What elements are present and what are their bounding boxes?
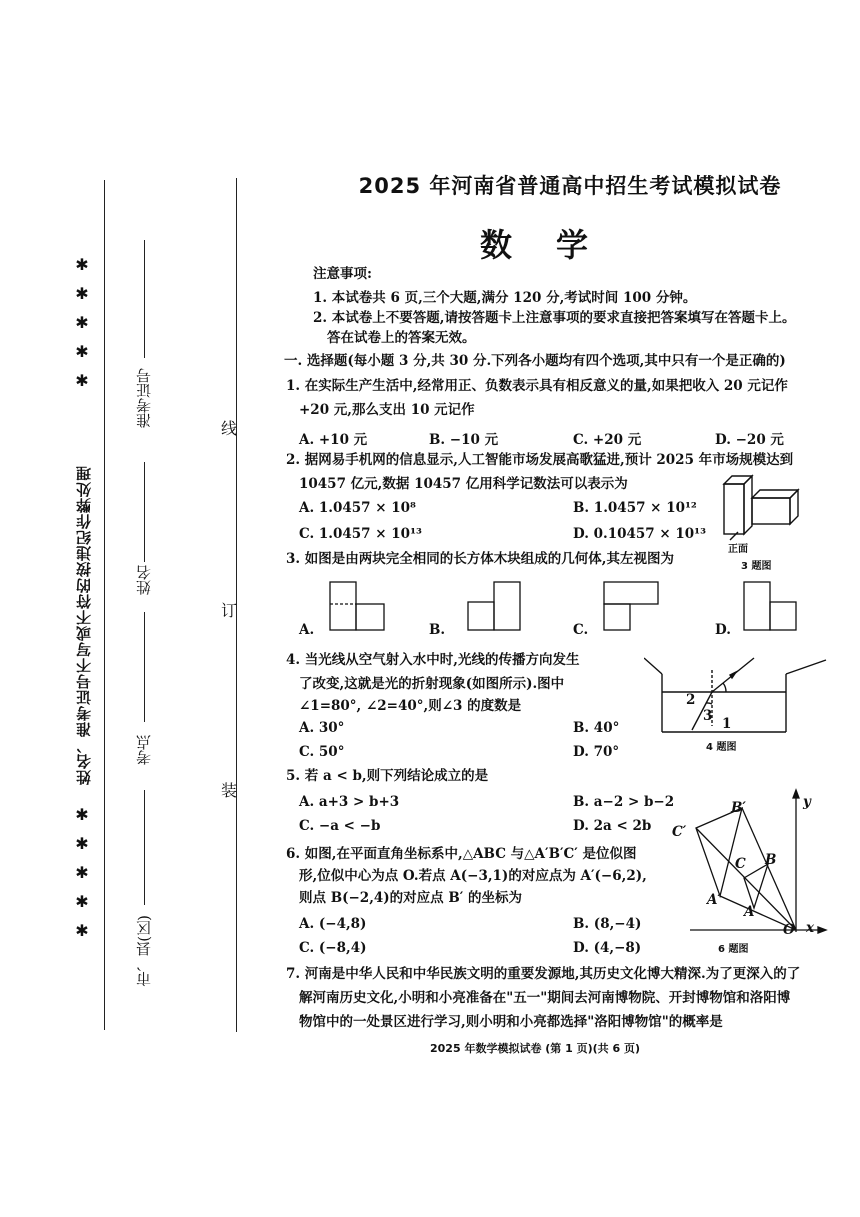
binder-line-label: 线 <box>221 419 238 438</box>
q4-figure <box>644 656 844 740</box>
q6-label-b: B <box>765 852 777 868</box>
q3-option-c-view <box>602 580 662 636</box>
q5-option-c: C. −a < −b <box>299 818 381 834</box>
q6-option-a: A. (−4,8) <box>299 916 367 932</box>
q6-option-b: B. (8,−4) <box>573 916 642 932</box>
page-footer: 2025 年数学模拟试卷 (第 1 页)(共 6 页) <box>430 1042 641 1055</box>
ticket-label: 准考证号 <box>135 368 153 428</box>
site-label: 考点 <box>135 735 153 765</box>
q6-label-y: y <box>803 794 811 810</box>
q2-option-d: D. 0.10457 × 10¹³ <box>573 526 707 542</box>
side-warning: 姓名、准考证号不写或不符的按违纪作弊处理 <box>75 465 93 785</box>
notice-item-1: 1. 本试卷共 6 页,三个大题,满分 120 分,考试时间 100 分钟。 <box>313 290 697 306</box>
notice-item-2: 2. 本试卷上不要答题,请按答题卡上注意事项的要求直接把答案填写在答题卡上。 <box>313 310 796 326</box>
q4-option-d: D. 70° <box>573 744 620 760</box>
q3-caption: 3 题图 <box>741 561 772 572</box>
name-label: 姓名 <box>135 565 153 595</box>
q6-label-a: A <box>744 904 755 920</box>
q3-option-b: B. <box>429 622 446 638</box>
field-line-county <box>144 790 145 905</box>
q3-line-1: 3. 如图是由两块完全相同的长方体木块组成的几何体,其左视图为 <box>286 551 674 567</box>
q1-option-b: B. −10 元 <box>429 432 499 448</box>
binder-bind-label: 装 <box>221 781 238 800</box>
q6-label-o: O <box>783 922 795 938</box>
q4-angle-1: 1 <box>722 716 732 732</box>
stars-top: ✱ ✱ ✱ ✱ ✱ <box>75 255 89 390</box>
q6-caption: 6 题图 <box>718 944 749 955</box>
q1-option-c: C. +20 元 <box>573 432 642 448</box>
q1-line-2: +20 元,那么支出 10 元记作 <box>299 402 475 418</box>
q7-line-2: 解河南历史文化,小明和小亮准备在"五一"期间去河南博物院、开封博物馆和洛阳博 <box>299 990 791 1006</box>
notice-item-2-cont: 答在试卷上的答案无效。 <box>327 330 476 346</box>
exam-title: 2025 年河南省普通高中招生考试模拟试卷 <box>358 174 782 198</box>
left-rule <box>104 180 105 1030</box>
q3-option-d-view <box>742 580 802 636</box>
q6-line-3: 则点 B(−2,4)的对应点 B′ 的坐标为 <box>299 890 523 906</box>
q6-label-c: C <box>735 856 746 872</box>
q1-option-d: D. −20 元 <box>715 432 784 448</box>
stars-bottom: ✱ ✱ ✱ ✱ ✱ <box>75 805 89 940</box>
q5-option-d: D. 2a < 2b <box>573 818 652 834</box>
q6-option-c: C. (−8,4) <box>299 940 367 956</box>
field-line-ticket <box>144 240 145 358</box>
q4-line-1: 4. 当光线从空气射入水中时,光线的传播方向发生 <box>286 652 580 668</box>
q5-option-b: B. a−2 > b−2 <box>573 794 675 810</box>
q4-line-3: ∠1=80°, ∠2=40°,则∠3 的度数是 <box>299 698 522 714</box>
section-1-heading: 一. 选择题(每小题 3 分,共 30 分.下列各小题均有四个选项,其中只有一个是正确的) <box>284 353 786 369</box>
q1-line-1: 1. 在实际生产生活中,经常用正、负数表示具有相反意义的量,如果把收入 20 元记作 <box>286 378 788 394</box>
q3-option-c: C. <box>573 622 589 638</box>
q1-option-a: A. +10 元 <box>299 432 368 448</box>
q3-option-d: D. <box>715 622 731 638</box>
q3-front-label: 正面 <box>728 544 748 555</box>
q6-option-d: D. (4,−8) <box>573 940 642 956</box>
q4-angle-3: 3 <box>703 708 713 724</box>
q2-line-1: 2. 据网易手机网的信息显示,人工智能市场发展高歌猛进,预计 2025 年市场规模达到 <box>286 452 794 468</box>
notice-heading: 注意事项: <box>313 266 372 282</box>
q2-line-2: 10457 亿元,数据 10457 亿用科学记数法可以表示为 <box>299 476 628 492</box>
field-line-site <box>144 612 145 722</box>
q2-option-a: A. 1.0457 × 10⁸ <box>299 500 416 516</box>
q6-label-b-prime: B′ <box>731 800 746 816</box>
q3-figure <box>718 470 808 550</box>
q4-caption: 4 题图 <box>706 742 737 753</box>
q3-option-a-view <box>328 580 388 636</box>
binder-staple-label: 订 <box>221 601 238 620</box>
field-line-name <box>144 462 145 562</box>
q2-option-b: B. 1.0457 × 10¹² <box>573 500 697 516</box>
q4-option-a: A. 30° <box>299 720 345 736</box>
q2-option-c: C. 1.0457 × 10¹³ <box>299 526 422 542</box>
q6-label-a-prime: A′ <box>707 892 722 908</box>
q5-option-a: A. a+3 > b+3 <box>299 794 400 810</box>
subject-title: 数学 <box>480 226 633 264</box>
q6-line-1: 6. 如图,在平面直角坐标系中,△ABC 与△A′B′C′ 是位似图 <box>286 846 637 862</box>
q4-line-2: 了改变,这就是光的折射现象(如图所示).图中 <box>299 676 565 692</box>
q6-label-x: x <box>806 920 815 936</box>
q4-angle-2: 2 <box>686 692 696 708</box>
q4-option-b: B. 40° <box>573 720 620 736</box>
q4-option-c: C. 50° <box>299 744 345 760</box>
county-label: 市、县(区) <box>135 915 153 987</box>
q6-label-c-prime: C′ <box>672 824 687 840</box>
q6-line-2: 形,位似中心为点 O.若点 A(−3,1)的对应点为 A′(−6,2), <box>299 868 647 884</box>
q7-line-3: 物馆中的一处景区进行学习,则小明和小亮都选择"洛阳博物馆"的概率是 <box>299 1014 723 1030</box>
q3-option-b-view <box>466 580 526 636</box>
q5-line-1: 5. 若 a < b,则下列结论成立的是 <box>286 768 489 784</box>
q3-option-a: A. <box>299 622 315 638</box>
q7-line-1: 7. 河南是中华人民和中华民族文明的重要发源地,其历史文化博大精深.为了更深入的了 <box>286 966 801 982</box>
